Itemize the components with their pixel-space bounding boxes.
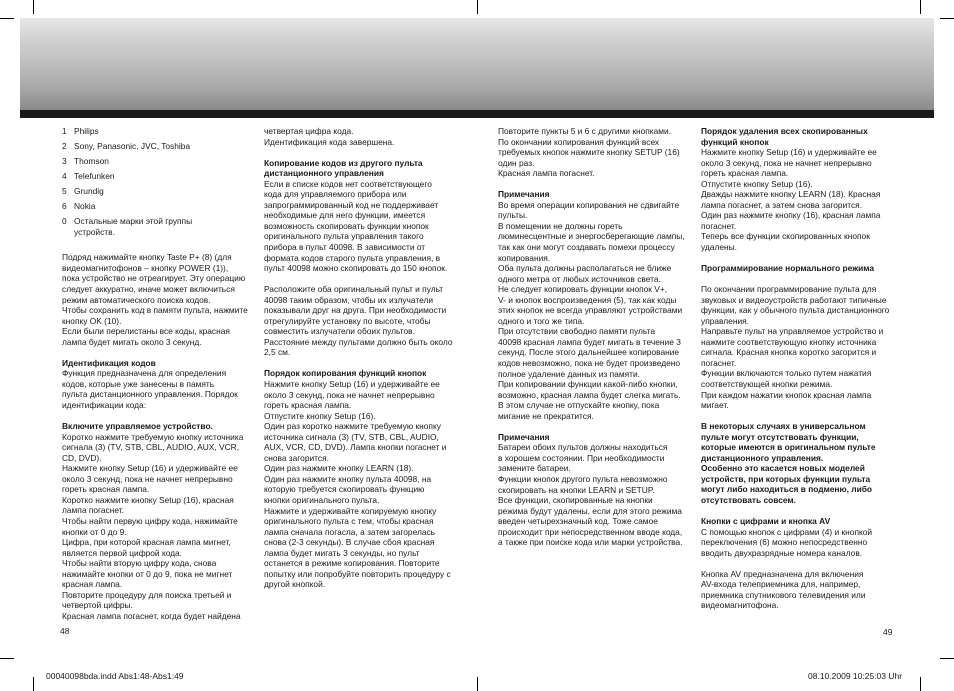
text-line: Все функции, скопированные на кнопки <box>498 495 653 506</box>
text-line: переключения (6) можно непосредственно <box>701 537 868 548</box>
paragraph <box>264 284 469 358</box>
list-item <box>62 126 262 137</box>
text-line: лампа сначала погасла, а затем загорелась <box>264 526 436 537</box>
list-item-text: Telefunken <box>74 171 115 182</box>
paragraph <box>498 126 698 179</box>
list-item-number: 6 <box>62 201 67 212</box>
text-line: По окончании копирования функций всех <box>498 136 660 147</box>
footer-timestamp: 08.10.2009 10:25:03 Uhr <box>808 671 903 681</box>
text-line: четвертой цифры. <box>62 600 133 611</box>
text-line: отсутствовать совсем. <box>701 495 796 505</box>
text-line: одного и того же типа. <box>498 315 585 326</box>
text-line: требуемых кнопок нажмите кнопку SETUP (16) <box>498 147 680 158</box>
text-line: идентификации кода: <box>62 399 147 410</box>
brand-list <box>62 126 262 237</box>
text-line: кнопки от 0 до 9. <box>62 526 127 537</box>
text-line: гореть красная лампа. <box>264 400 352 411</box>
list-item-number: 5 <box>62 186 67 197</box>
text-line: режим автоматического поиска кодов. <box>62 294 211 305</box>
text-line: Красная лампа погаснет, когда будет найдена <box>62 610 241 621</box>
section-heading: Включите управляемое устройство. <box>62 421 213 432</box>
text-line: мигание не прекратится. <box>498 410 594 421</box>
text-line: Коротко нажмите требуемую кнопку источника <box>62 431 244 442</box>
text-line: пульт 40098 можно скопировать до 150 кнопок. <box>264 263 448 274</box>
text-line: Функция предназначена для определения <box>62 368 227 379</box>
crop-mark <box>33 677 34 691</box>
text-line: 40098 таким образом, чтобы их излучатели <box>264 294 434 305</box>
text-line: Чтобы сохранить код в памяти пульта, нажмите <box>62 305 248 316</box>
text-line: Если в списке кодов нет соответствующего <box>264 178 432 189</box>
text-line: лампа погаснет. <box>62 505 124 516</box>
text-line: Порядок удаления всех скопированных <box>701 126 868 136</box>
section-heading: Порядок копирования функций кнопок <box>264 368 427 379</box>
text-line: могут либо находиться в подменю, либо <box>701 484 873 495</box>
section-heading: Примечания <box>498 431 550 442</box>
text-line: возможно, красная лампа будет слегка мигать. <box>498 389 681 400</box>
list-item-text: Grundig <box>74 186 104 197</box>
list-item-text: Остальные марки этой группы устройств. <box>74 216 193 237</box>
paragraph <box>62 252 262 347</box>
text-line: которую требуется скопировать функцию <box>264 484 425 495</box>
text-line: является первой цифрой кода. <box>62 547 183 558</box>
text-line: дистанционного управления <box>264 168 384 179</box>
list-item-number: 0 <box>62 216 67 227</box>
footer-file-info: 00040098bda.indd Abs1:48-Abs1:49 <box>46 671 184 681</box>
text-line: В этом случае не отпускайте кнопку, пока <box>498 400 660 411</box>
text-line: совместить излучатели обоих пультов. <box>264 326 415 337</box>
crop-mark <box>33 0 34 14</box>
text-line: Во время операции копирования не сдвигайте <box>498 199 680 210</box>
crop-mark <box>920 0 921 14</box>
text-line: попытку или попробуйте повторить процедуру с <box>264 568 451 579</box>
crop-mark <box>0 658 14 659</box>
paragraph <box>62 368 262 410</box>
text-line: пульта дистанционного управления. Порядок <box>62 389 238 400</box>
text-line: красная лампа. <box>62 579 123 590</box>
text-line: CD, DVD). <box>62 452 102 463</box>
text-line: сигнала. Красная кнопка коротко загорится и <box>701 347 877 358</box>
text-line: Нажмите кнопку Setup (16) и удерживайте ее <box>701 147 877 158</box>
text-line: показывали друг на друга. При необходимости <box>264 305 447 316</box>
list-item-text: Thomson <box>74 156 109 167</box>
paragraph <box>264 179 469 274</box>
list-item-text: Nokia <box>74 201 96 212</box>
text-line: мигает. <box>701 400 729 411</box>
text-line: скопировать на кнопки LEARN и SETUP. <box>498 484 655 495</box>
text-line: замените батареи. <box>498 463 571 474</box>
text-line: которые имеются в оригинальном пульте <box>701 442 876 453</box>
text-line: В помещении не должны гореть <box>498 220 623 231</box>
text-line: копирования. <box>498 252 551 263</box>
text-line: Особенно это касается новых моделей <box>701 463 865 474</box>
list-item-number: 1 <box>62 126 67 136</box>
list-item <box>62 156 262 167</box>
text-line: Дважды нажмите кнопку LEARN (18). Красная <box>701 189 881 200</box>
text-line: Подряд нажимайте кнопку Taste P+ (8) (для <box>62 252 232 263</box>
text-line: Цифра, при которой красная лампа мигнет, <box>62 537 231 548</box>
text-line: Коротко нажмите кнопку Setup (16), красная <box>62 494 234 505</box>
text-line: устройств, при которых функции пульта <box>701 473 871 484</box>
text-line: так как они могут создавать помехи процессу <box>498 241 675 252</box>
text-line: функции, как у обычного пульта дистанционного <box>701 305 890 316</box>
text-line: Копирование кодов из другого пульта <box>264 157 423 168</box>
text-line: останется в режиме копирования. Повторите <box>264 558 440 569</box>
text-line: четвертая цифра кода. <box>264 126 354 136</box>
crop-mark <box>940 658 954 659</box>
text-line: При копировании функции какой-либо кнопки, <box>498 379 678 390</box>
text-line: функций кнопок <box>701 136 769 147</box>
text-line: кнопки оригинального пульта. <box>264 495 380 505</box>
paragraph <box>701 284 906 411</box>
text-line: Идентификация кода завершена. <box>264 136 395 147</box>
text-line: Функции включаются только путем нажатия <box>701 368 872 379</box>
text-line: погаснет. <box>701 220 737 231</box>
text-line: нажмите соответствующую кнопку источника <box>701 336 877 347</box>
crop-mark <box>920 677 921 691</box>
text-line: секунд. После этого дальнейшее копирование <box>498 347 680 358</box>
text-line: Один раз нажмите кнопку (16), красная лампа <box>701 210 881 221</box>
text-line: Повторите процедуру для поиска третьей и <box>62 589 232 600</box>
list-item-number: 3 <box>62 156 67 167</box>
text-line: люминесцентные и энергосберегающие лампы, <box>498 231 685 242</box>
section-heading: Примечания <box>498 189 550 200</box>
text-line: управления. <box>701 315 750 326</box>
text-line: видеомагнитофонов – кнопку POWER (1)), <box>62 262 229 273</box>
text-line: Кнопка AV предназначена для включения <box>701 568 864 579</box>
text-line: С помощью кнопок с цифрами (4) и кнопкой <box>701 526 873 537</box>
text-line: AUX, VCR, CD, DVD). Лампа кнопки погаснет и <box>264 442 447 453</box>
section-heading <box>701 421 906 505</box>
text-line: Красная лампа погаснет. <box>498 168 595 179</box>
text-line: Расстояние между пультами должно быть около <box>264 336 453 347</box>
paragraph <box>498 442 698 547</box>
text-line: кода для управляемого прибора или <box>264 189 407 200</box>
text-line: дистанционного управления. <box>701 452 824 463</box>
text-line: Нажмите кнопку Setup (16) и удерживайте ее <box>264 378 440 389</box>
text-line: лампа погаснет, а затем снова загорится. <box>701 199 863 210</box>
text-line: полное удаление данных из памяти. <box>498 368 640 379</box>
text-line: Батареи обоих пультов должны находиться <box>498 442 668 453</box>
section-heading: Идентификация кодов <box>62 357 156 368</box>
column-1 <box>62 126 262 621</box>
text-line: необходимые для него функции, имеется <box>264 210 426 221</box>
list-item-number: 2 <box>62 141 67 152</box>
text-line: оригинального пульта с тем, чтобы красная <box>264 516 434 527</box>
text-line: снова загорится. <box>264 452 329 463</box>
text-line: гореть красная лампа. <box>62 484 150 495</box>
crop-mark <box>0 18 14 19</box>
text-line: V- и кнопок воспроизведения (5), так как коды <box>498 294 677 305</box>
text-line: Один раз коротко нажмите требуемую кнопку <box>264 421 441 432</box>
text-line: этих кнопок не всегда управляют устройствами <box>498 305 683 316</box>
text-line: Функции кнопок другого пульта невозможно <box>498 473 668 484</box>
text-line: удалены. <box>701 242 737 253</box>
text-line: При отсутствии свободно памяти пульта <box>498 326 655 337</box>
text-line: введен четырехзначный код. Тоже самое <box>498 516 658 527</box>
list-item-text: Philips <box>74 126 99 136</box>
text-line: другой кнопкой. <box>264 579 326 590</box>
text-line: Нажмите кнопку Setup (16) и удерживайте ее <box>62 463 238 474</box>
text-line: гореть красная лампа. <box>701 168 789 179</box>
text-line: лампа будет мигать около 3 секунд. <box>62 336 202 347</box>
paragraph <box>264 379 469 590</box>
text-line: один раз. <box>498 157 535 168</box>
text-line: в хорошем состоянии. При необходимости <box>498 452 665 463</box>
paragraph <box>701 527 906 559</box>
text-line: Чтобы найти первую цифру кода, нажимайте <box>62 515 238 526</box>
text-line: формата кодов старого пульта управления, в <box>264 252 441 263</box>
text-line: режима будут удалены, если для этого режима <box>498 505 682 516</box>
text-line: Чтобы найти вторую цифру кода, снова <box>62 558 217 569</box>
paragraph <box>62 432 262 622</box>
text-line: а также при поиске кода или марки устройства. <box>498 537 683 548</box>
text-line: около 3 секунд, пока не начнет непрерывно <box>701 157 872 168</box>
text-line: отрегулируйте установку по высоте, чтобы <box>264 315 431 326</box>
section-heading: Кнопки с цифрами и кнопка AV <box>701 516 831 527</box>
column-4 <box>701 126 906 611</box>
text-line: Теперь все функции скопированных кнопок <box>701 231 870 242</box>
text-line: кодов, которые уже занесены в память <box>62 378 215 389</box>
crop-mark <box>477 677 478 691</box>
text-line: пульте могут отсутствовать функции, <box>701 431 859 442</box>
text-line: одного метра от любых источников света. <box>498 273 661 284</box>
list-item <box>62 186 262 197</box>
text-line: Направьте пульт на управляемое устройство и <box>701 326 884 337</box>
text-line: приемника спутникового телевидения или <box>701 589 866 600</box>
text-line: Не следует копировать функции кнопок V+, <box>498 284 668 295</box>
text-line: запрограммированный код не поддерживает <box>264 199 439 210</box>
text-line: сигнала (3) (TV, STB, CBL, AUDIO, AUX, VCR, <box>62 442 240 453</box>
text-line: звуковых и видеоустройств работают типичные <box>701 294 887 305</box>
text-line: вводить двухразрядные номера каналов. <box>701 547 863 558</box>
paragraph <box>701 147 906 252</box>
text-line: Отпустите кнопку Setup (16). <box>701 178 813 189</box>
text-line: Один раз нажмите кнопку пульта 40098, на <box>264 473 432 484</box>
list-item <box>62 171 262 182</box>
text-line: Если были перелистаны все коды, красная <box>62 326 230 337</box>
column-3 <box>498 126 698 548</box>
text-line: По окончании программирование пульта для <box>701 284 877 295</box>
text-line: Повторите пункты 5 и 6 с другими кнопками. <box>498 126 672 136</box>
text-line: При каждом нажатии кнопок красная лампа <box>701 389 872 400</box>
text-line: погаснет. <box>701 357 737 368</box>
text-line: Нажмите и удерживайте копируемую кнопку <box>264 505 437 516</box>
text-line: прибора в пульт 40098. В зависимости от <box>264 241 426 252</box>
text-line: кодов невозможно, пока не будет произведено <box>498 357 681 368</box>
text-line: лампа будет мигать 3 секунды, но пульт <box>264 547 420 558</box>
section-heading: Программирование нормального режима <box>701 263 875 274</box>
text-line: около 3 секунд, пока не начнет непрерывно <box>62 473 233 484</box>
text-line: видеомагнитофона. <box>701 600 779 611</box>
text-line: происходит при непосредственном вводе кода, <box>498 526 683 537</box>
column-2 <box>264 126 469 590</box>
text-line: Отпустите кнопку Setup (16). <box>264 410 376 421</box>
paragraph <box>264 126 469 147</box>
list-item <box>62 201 262 212</box>
text-line: AV-входа телеприемника для, например, <box>701 579 861 590</box>
crop-mark <box>477 0 478 14</box>
crop-mark <box>940 18 954 19</box>
text-line: соответствующей кнопки режима. <box>701 379 833 390</box>
paragraph <box>701 569 906 611</box>
text-line: нажимайте кнопки от 0 до 9, пока не мигнет <box>62 568 233 579</box>
section-heading <box>701 126 906 147</box>
text-line: Один раз нажмите кнопку LEARN (18). <box>264 463 414 474</box>
text-line: оригинального пульта управления такого <box>264 231 424 242</box>
text-line: снова (2-3 секунды). В случае сбоя красная <box>264 537 435 548</box>
text-line: около 3 секунд, пока не начнет непрерывно <box>264 389 435 400</box>
list-item-number: 4 <box>62 171 67 182</box>
text-line: В некоторых случаях в универсальном <box>701 421 866 432</box>
header-rule <box>20 110 934 118</box>
page-number-right: 49 <box>883 627 893 637</box>
text-line: Оба пульта должны располагаться не ближе <box>498 263 672 274</box>
list-item <box>62 141 262 152</box>
text-line: Расположите оба оригинальный пульт и пульт <box>264 284 444 295</box>
text-line: пока устройство не отреагирует. Эту операцию <box>62 273 246 284</box>
paragraph <box>498 200 698 421</box>
text-line: следует аккуратно, иначе может включиться <box>62 284 235 295</box>
text-line: кнопку OK (10). <box>62 315 122 326</box>
header-banner <box>20 18 934 110</box>
text-line: 40098 красная лампа будет мигать в течение 3 <box>498 336 681 347</box>
list-item <box>62 216 262 237</box>
text-line: 2,5 см. <box>264 347 291 358</box>
text-line: возможность скопировать функции кнопок <box>264 220 429 231</box>
section-heading <box>264 158 469 179</box>
text-line: источника сигнала (3) (TV, STB, CBL, AUDIO, <box>264 431 439 442</box>
list-item-text: Sony, Panasonic, JVC, Toshiba <box>74 141 191 152</box>
page-number-left: 48 <box>60 626 70 636</box>
text-line: пульты. <box>498 210 528 221</box>
